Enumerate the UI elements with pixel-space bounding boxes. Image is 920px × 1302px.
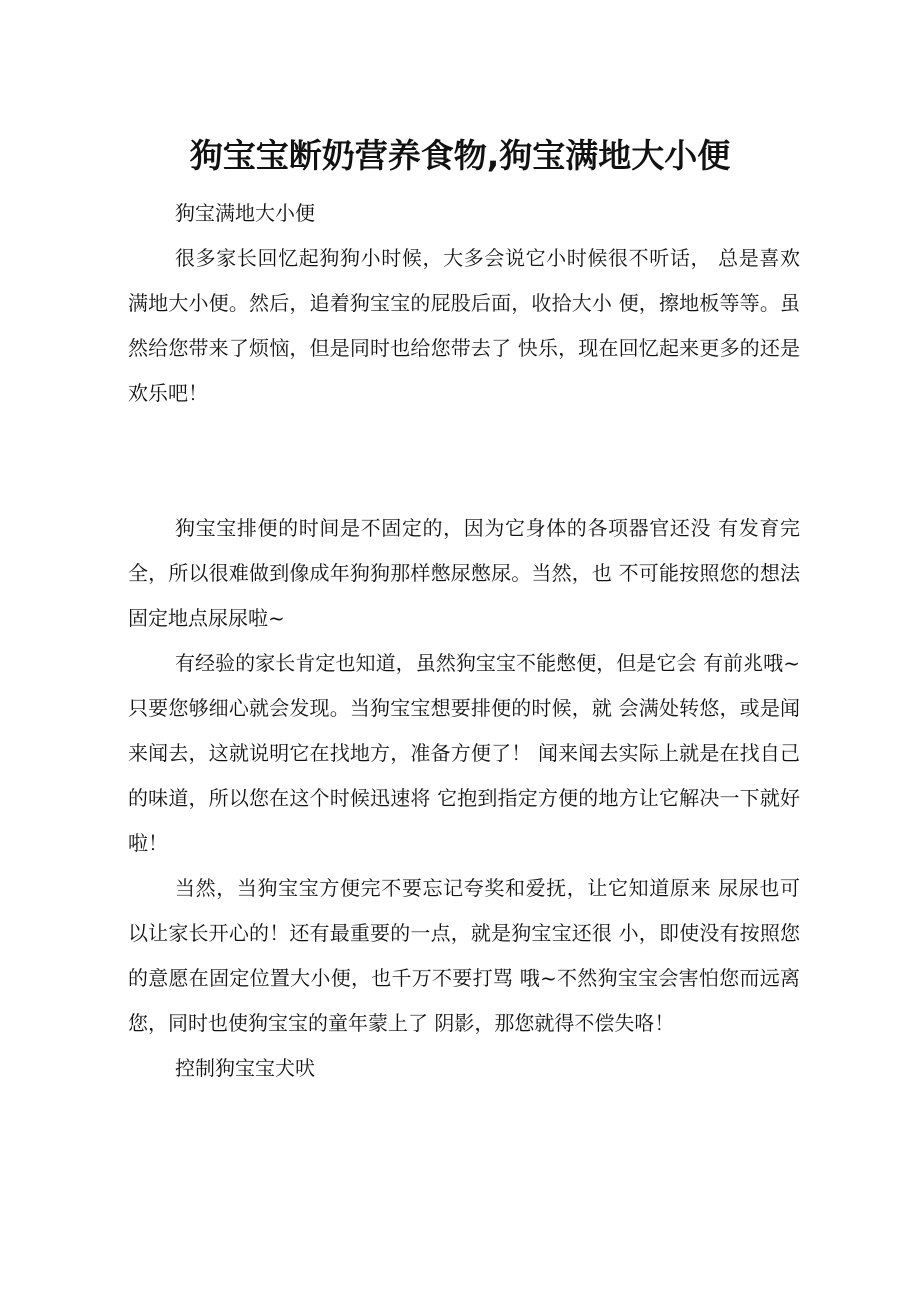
paragraph-gap [128,416,800,506]
paragraph-intro: 很多家长回忆起狗狗小时候，大多会说它小时候很不听话， 总是喜欢满地大小便。然后，追着狗宝宝的屁股后面，收拾大小 便，擦地板等等。虽然给您带来了烦恼，但是同时也给您带去了 快乐，现在回忆起来更多的还是欢乐吧！ [128,246,800,405]
document-title: 狗宝宝断奶营养食物,狗宝满地大小便 [189,136,731,176]
paragraph-praise: 当然，当狗宝宝方便完不要忘记夸奖和爱抚，让它知道原来 尿尿也可以让家长开心的！还有最重要的一点，就是狗宝宝还很 小，即使没有按照您的意愿在固定位置大小便，也千万不要打骂 哦~不然狗宝宝会害怕您而远离您，同时也使狗宝宝的童年蒙上了 阴影，那您就得不偿失咯！ [128,876,800,1035]
document-body [128,191,800,1091]
section-heading-barking: 控制狗宝宝犬吠 [175,1056,315,1080]
paragraph-signs: 有经验的家长肯定也知道，虽然狗宝宝不能憋便，但是它会 有前兆哦~只要您够细心就会发现。当狗宝宝想要排便的时候，就 会满处转悠，或是闻来闻去，这就说明它在找地方，准备方便了！ 闻来闻去实际上就是在找自己的味道，所以您在这个时候迅速将 它抱到指定方便的地方让它解决一下就好啦！ [128,651,800,855]
paragraph-timing: 狗宝宝排便的时间是不固定的，因为它身体的各项器官还没 有发育完全，所以很难做到像成年狗狗那样憋尿憋尿。当然，也 不可能按照您的想法固定地点尿尿啦~ [128,516,800,630]
section-heading-poop: 狗宝满地大小便 [175,201,315,225]
